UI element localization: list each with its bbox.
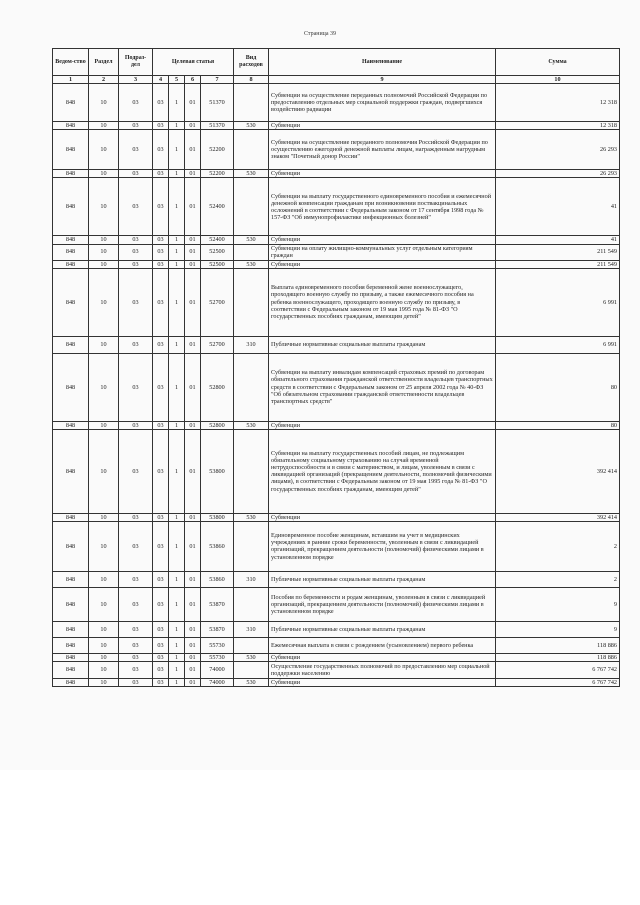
- target-code-part-cell: 01: [185, 122, 201, 130]
- razdel-cell: 10: [89, 353, 119, 421]
- target-code-part-cell: 03: [153, 170, 169, 178]
- podrazdel-cell: 03: [119, 421, 153, 429]
- name-cell: Субвенции на осуществление переданного полномочия Российской Федерации по осуществлению ежегодной денежной выплаты лицам, награжденным нагрудным знаком "Почетный донор России": [269, 130, 496, 170]
- target-code-cell: 51370: [201, 84, 234, 122]
- target-code-part-cell: 1: [169, 587, 185, 621]
- table-row: [53, 662, 620, 679]
- table-row: [53, 268, 620, 336]
- name-cell: Единовременное пособие женщинам, вставшим на учет в медицинских учреждениях в ранние сроки беременности, уволенным в связи с ликвидацией организаций, прекращением деятельности (полномочий) физическими лицами в установленном порядке: [269, 521, 496, 571]
- table-row: [53, 130, 620, 170]
- sum-cell: 2: [496, 521, 620, 571]
- col-number: 10: [496, 76, 620, 84]
- target-code-part-cell: 03: [153, 130, 169, 170]
- target-code-cell: 74000: [201, 662, 234, 679]
- header-summa: Сумма: [496, 49, 620, 76]
- name-cell: Субвенции на выплату инвалидам компенсаций страховых премий по договорам обязательного страхования гражданской ответственности владельцев транспортных средств в соответствии с Федеральным законом от 25 апреля 2002 года № 40-ФЗ "Об обязательном страховании гражданской ответственности владельцев транспортных средств": [269, 353, 496, 421]
- sum-cell: 80: [496, 353, 620, 421]
- sum-cell: 80: [496, 421, 620, 429]
- vedomstvo-cell: 848: [53, 662, 89, 679]
- table-row: [53, 621, 620, 637]
- target-code-cell: 52500: [201, 260, 234, 268]
- razdel-cell: 10: [89, 621, 119, 637]
- target-code-part-cell: 1: [169, 429, 185, 513]
- name-cell: Ежемесячная выплата в связи с рождением (усыновлением) первого ребенка: [269, 637, 496, 653]
- sum-cell: 6 767 742: [496, 679, 620, 687]
- expense-type-cell: [234, 662, 269, 679]
- col-number: 1: [53, 76, 89, 84]
- sum-cell: 41: [496, 178, 620, 236]
- sum-cell: 6 991: [496, 336, 620, 353]
- column-number-row: [53, 76, 620, 84]
- target-code-part-cell: 01: [185, 260, 201, 268]
- target-code-cell: 52700: [201, 336, 234, 353]
- vedomstvo-cell: 848: [53, 421, 89, 429]
- target-code-part-cell: 1: [169, 653, 185, 661]
- expense-type-cell: [234, 244, 269, 260]
- target-code-part-cell: 03: [153, 662, 169, 679]
- podrazdel-cell: 03: [119, 268, 153, 336]
- sum-cell: 118 886: [496, 637, 620, 653]
- name-cell: Субвенции на выплату государственного единовременного пособия и ежемесячной денежной компенсации гражданам при возникновении поствакцинальных осложнений в соответствии с Федеральным законом от 17 сентября 1998 года № 157-ФЗ "Об иммунопрофилактике инфекционных болезней": [269, 178, 496, 236]
- vedomstvo-cell: 848: [53, 679, 89, 687]
- target-code-part-cell: 01: [185, 587, 201, 621]
- sum-cell: 9: [496, 587, 620, 621]
- sum-cell: 392 414: [496, 429, 620, 513]
- col-number: 5: [169, 76, 185, 84]
- target-code-part-cell: 03: [153, 122, 169, 130]
- target-code-part-cell: 1: [169, 336, 185, 353]
- expense-type-cell: 530: [234, 122, 269, 130]
- target-code-part-cell: 01: [185, 130, 201, 170]
- name-cell: Выплата единовременного пособия беременной жене военнослужащего, проходящего военную службу по призыву, а также ежемесячного пособия на ребенка военнослужащего, проходящего военную службу по призыву, в соответствии с Федеральным законом от 19 мая 1995 года № 81-ФЗ "О государственных пособиях гражданам, имеющим детей": [269, 268, 496, 336]
- razdel-cell: 10: [89, 587, 119, 621]
- target-code-part-cell: 03: [153, 587, 169, 621]
- target-code-part-cell: 01: [185, 353, 201, 421]
- target-code-part-cell: 1: [169, 662, 185, 679]
- vedomstvo-cell: 848: [53, 130, 89, 170]
- razdel-cell: 10: [89, 653, 119, 661]
- vedomstvo-cell: 848: [53, 429, 89, 513]
- target-code-part-cell: 1: [169, 637, 185, 653]
- target-code-part-cell: 01: [185, 268, 201, 336]
- target-code-part-cell: 01: [185, 513, 201, 521]
- podrazdel-cell: 03: [119, 84, 153, 122]
- target-code-cell: 74000: [201, 679, 234, 687]
- razdel-cell: 10: [89, 244, 119, 260]
- table-row: [53, 571, 620, 587]
- sum-cell: 12 318: [496, 84, 620, 122]
- sum-cell: 26 293: [496, 130, 620, 170]
- col-number: 2: [89, 76, 119, 84]
- target-code-part-cell: 03: [153, 429, 169, 513]
- razdel-cell: 10: [89, 170, 119, 178]
- podrazdel-cell: 03: [119, 587, 153, 621]
- target-code-part-cell: 03: [153, 244, 169, 260]
- table-row: [53, 521, 620, 571]
- target-code-part-cell: 03: [153, 353, 169, 421]
- expense-type-cell: 310: [234, 621, 269, 637]
- col-number: 9: [269, 76, 496, 84]
- vedomstvo-cell: 848: [53, 122, 89, 130]
- expense-type-cell: 530: [234, 679, 269, 687]
- target-code-part-cell: 01: [185, 244, 201, 260]
- target-code-part-cell: 1: [169, 130, 185, 170]
- table-row: [53, 653, 620, 661]
- expense-type-cell: [234, 84, 269, 122]
- vedomstvo-cell: 848: [53, 513, 89, 521]
- target-code-part-cell: 03: [153, 268, 169, 336]
- target-code-cell: 52800: [201, 421, 234, 429]
- podrazdel-cell: 03: [119, 353, 153, 421]
- vedomstvo-cell: 848: [53, 236, 89, 244]
- table-row: [53, 84, 620, 122]
- header-vedomstvo: Ведом-ство: [53, 49, 89, 76]
- razdel-cell: 10: [89, 122, 119, 130]
- target-code-part-cell: 01: [185, 178, 201, 236]
- target-code-part-cell: 01: [185, 662, 201, 679]
- target-code-cell: 53860: [201, 521, 234, 571]
- name-cell: Публичные нормативные социальные выплаты гражданам: [269, 621, 496, 637]
- podrazdel-cell: 03: [119, 653, 153, 661]
- sum-cell: 26 293: [496, 170, 620, 178]
- sum-cell: 2: [496, 571, 620, 587]
- target-code-cell: 53870: [201, 587, 234, 621]
- razdel-cell: 10: [89, 421, 119, 429]
- expense-type-cell: [234, 268, 269, 336]
- razdel-cell: 10: [89, 513, 119, 521]
- target-code-cell: 52200: [201, 170, 234, 178]
- table-header-row: [53, 49, 620, 76]
- expense-type-cell: 530: [234, 260, 269, 268]
- name-cell: Субвенции на осуществление переданных полномочий Российской Федерации по предоставлению отдельных мер социальной поддержки граждан, подвергшихся воздействию радиации: [269, 84, 496, 122]
- expense-type-cell: [234, 521, 269, 571]
- target-code-part-cell: 1: [169, 621, 185, 637]
- target-code-part-cell: 03: [153, 521, 169, 571]
- target-code-part-cell: 1: [169, 244, 185, 260]
- target-code-part-cell: 01: [185, 679, 201, 687]
- target-code-part-cell: 1: [169, 513, 185, 521]
- target-code-part-cell: 1: [169, 122, 185, 130]
- expense-type-cell: [234, 429, 269, 513]
- target-code-part-cell: 1: [169, 421, 185, 429]
- target-code-part-cell: 03: [153, 621, 169, 637]
- razdel-cell: 10: [89, 521, 119, 571]
- vedomstvo-cell: 848: [53, 178, 89, 236]
- target-code-part-cell: 03: [153, 653, 169, 661]
- podrazdel-cell: 03: [119, 130, 153, 170]
- target-code-part-cell: 01: [185, 84, 201, 122]
- header-vid-raskhodov: Вид расходов: [234, 49, 269, 76]
- sum-cell: 211 549: [496, 244, 620, 260]
- podrazdel-cell: 03: [119, 260, 153, 268]
- razdel-cell: 10: [89, 679, 119, 687]
- target-code-part-cell: 03: [153, 679, 169, 687]
- razdel-cell: 10: [89, 268, 119, 336]
- target-code-part-cell: 01: [185, 521, 201, 571]
- expense-type-cell: 530: [234, 421, 269, 429]
- vedomstvo-cell: 848: [53, 521, 89, 571]
- table-row: [53, 637, 620, 653]
- col-number: 4: [153, 76, 169, 84]
- podrazdel-cell: 03: [119, 679, 153, 687]
- expense-type-cell: 310: [234, 571, 269, 587]
- vedomstvo-cell: 848: [53, 268, 89, 336]
- target-code-part-cell: 01: [185, 637, 201, 653]
- target-code-cell: 53870: [201, 621, 234, 637]
- target-code-part-cell: 03: [153, 336, 169, 353]
- name-cell: Субвенции на выплату государственных пособий лицам, не подлежащим обязательному социальному страхованию на случай временной нетрудоспособности и в связи с материнством, и лицам, уволенным в связи с ликвидацией организаций (прекращением деятельности, полномочий физическими лицами), в соответствии с Федеральным законом от 19 мая 1995 года № 81-ФЗ "О государственных пособиях гражданам, имеющим детей": [269, 429, 496, 513]
- razdel-cell: 10: [89, 236, 119, 244]
- target-code-part-cell: 03: [153, 260, 169, 268]
- target-code-part-cell: 03: [153, 178, 169, 236]
- vedomstvo-cell: 848: [53, 637, 89, 653]
- target-code-cell: 55730: [201, 653, 234, 661]
- target-code-part-cell: 01: [185, 621, 201, 637]
- expense-type-cell: 530: [234, 653, 269, 661]
- table-body: [53, 84, 620, 687]
- expense-type-cell: [234, 353, 269, 421]
- target-code-part-cell: 1: [169, 268, 185, 336]
- table-row: [53, 353, 620, 421]
- col-number: 6: [185, 76, 201, 84]
- target-code-part-cell: 1: [169, 84, 185, 122]
- sum-cell: 12 318: [496, 122, 620, 130]
- podrazdel-cell: 03: [119, 336, 153, 353]
- table-row: [53, 236, 620, 244]
- target-code-cell: 52400: [201, 178, 234, 236]
- name-cell: Осуществление государственных полномочий по предоставлению мер социальной поддержки населению: [269, 662, 496, 679]
- target-code-part-cell: 1: [169, 679, 185, 687]
- target-code-part-cell: 03: [153, 84, 169, 122]
- vedomstvo-cell: 848: [53, 170, 89, 178]
- razdel-cell: 10: [89, 662, 119, 679]
- target-code-cell: 55730: [201, 637, 234, 653]
- table-row: [53, 679, 620, 687]
- name-cell: Субвенции: [269, 236, 496, 244]
- header-razdel: Раздел: [89, 49, 119, 76]
- sum-cell: 41: [496, 236, 620, 244]
- name-cell: Публичные нормативные социальные выплаты гражданам: [269, 336, 496, 353]
- name-cell: Субвенции: [269, 513, 496, 521]
- expense-type-cell: 310: [234, 336, 269, 353]
- page-number: Страница 39: [303, 31, 337, 37]
- sum-cell: 392 414: [496, 513, 620, 521]
- vedomstvo-cell: 848: [53, 244, 89, 260]
- razdel-cell: 10: [89, 260, 119, 268]
- name-cell: Пособия по беременности и родам женщинам, уволенным в связи с ликвидацией организаций, прекращением деятельности (полномочий) физическими лицами в установленном порядке: [269, 587, 496, 621]
- target-code-part-cell: 01: [185, 170, 201, 178]
- table-row: [53, 513, 620, 521]
- budget-table: [52, 48, 620, 687]
- table-row: [53, 421, 620, 429]
- name-cell: Субвенции: [269, 260, 496, 268]
- expense-type-cell: [234, 178, 269, 236]
- name-cell: Субвенции на оплату жилищно-коммунальных услуг отдельным категориям граждан: [269, 244, 496, 260]
- table-row: [53, 429, 620, 513]
- target-code-cell: 52800: [201, 353, 234, 421]
- sum-cell: 118 886: [496, 653, 620, 661]
- target-code-cell: 53860: [201, 571, 234, 587]
- target-code-part-cell: 1: [169, 521, 185, 571]
- target-code-part-cell: 01: [185, 236, 201, 244]
- target-code-part-cell: 03: [153, 513, 169, 521]
- vedomstvo-cell: 848: [53, 336, 89, 353]
- table-row: [53, 336, 620, 353]
- target-code-part-cell: 01: [185, 571, 201, 587]
- name-cell: Субвенции: [269, 122, 496, 130]
- podrazdel-cell: 03: [119, 513, 153, 521]
- target-code-part-cell: 1: [169, 571, 185, 587]
- col-number: 8: [234, 76, 269, 84]
- header-naimenovanie: Наименование: [269, 49, 496, 76]
- table-row: [53, 170, 620, 178]
- podrazdel-cell: 03: [119, 637, 153, 653]
- podrazdel-cell: 03: [119, 521, 153, 571]
- vedomstvo-cell: 848: [53, 571, 89, 587]
- target-code-part-cell: 03: [153, 571, 169, 587]
- target-code-part-cell: 01: [185, 421, 201, 429]
- vedomstvo-cell: 848: [53, 653, 89, 661]
- podrazdel-cell: 03: [119, 178, 153, 236]
- target-code-cell: 52500: [201, 244, 234, 260]
- target-code-cell: 53800: [201, 513, 234, 521]
- target-code-part-cell: 1: [169, 170, 185, 178]
- podrazdel-cell: 03: [119, 244, 153, 260]
- razdel-cell: 10: [89, 130, 119, 170]
- target-code-part-cell: 1: [169, 260, 185, 268]
- name-cell: Публичные нормативные социальные выплаты гражданам: [269, 571, 496, 587]
- podrazdel-cell: 03: [119, 662, 153, 679]
- sum-cell: 6 767 742: [496, 662, 620, 679]
- podrazdel-cell: 03: [119, 170, 153, 178]
- target-code-part-cell: 01: [185, 336, 201, 353]
- podrazdel-cell: 03: [119, 621, 153, 637]
- sum-cell: 211 549: [496, 260, 620, 268]
- col-number: 7: [201, 76, 234, 84]
- razdel-cell: 10: [89, 84, 119, 122]
- expense-type-cell: 530: [234, 170, 269, 178]
- expense-type-cell: [234, 130, 269, 170]
- target-code-part-cell: 1: [169, 236, 185, 244]
- razdel-cell: 10: [89, 637, 119, 653]
- sum-cell: 9: [496, 621, 620, 637]
- target-code-cell: 52700: [201, 268, 234, 336]
- table-row: [53, 178, 620, 236]
- name-cell: Субвенции: [269, 653, 496, 661]
- target-code-part-cell: 1: [169, 178, 185, 236]
- header-podrazdel: Подраз-дел: [119, 49, 153, 76]
- header-celevaya-statya: Целевая статья: [153, 49, 234, 76]
- table-row: [53, 587, 620, 621]
- target-code-cell: 52400: [201, 236, 234, 244]
- vedomstvo-cell: 848: [53, 587, 89, 621]
- name-cell: Субвенции: [269, 170, 496, 178]
- target-code-part-cell: 01: [185, 653, 201, 661]
- expense-type-cell: 530: [234, 513, 269, 521]
- expense-type-cell: 530: [234, 236, 269, 244]
- vedomstvo-cell: 848: [53, 353, 89, 421]
- razdel-cell: 10: [89, 336, 119, 353]
- target-code-part-cell: 03: [153, 421, 169, 429]
- target-code-part-cell: 03: [153, 236, 169, 244]
- vedomstvo-cell: 848: [53, 84, 89, 122]
- target-code-part-cell: 01: [185, 429, 201, 513]
- razdel-cell: 10: [89, 429, 119, 513]
- target-code-cell: 52200: [201, 130, 234, 170]
- table-row: [53, 260, 620, 268]
- sum-cell: 6 991: [496, 268, 620, 336]
- podrazdel-cell: 03: [119, 122, 153, 130]
- col-number: 3: [119, 76, 153, 84]
- podrazdel-cell: 03: [119, 571, 153, 587]
- vedomstvo-cell: 848: [53, 621, 89, 637]
- target-code-part-cell: 1: [169, 353, 185, 421]
- table-row: [53, 244, 620, 260]
- razdel-cell: 10: [89, 178, 119, 236]
- target-code-cell: 51370: [201, 122, 234, 130]
- vedomstvo-cell: 848: [53, 260, 89, 268]
- target-code-part-cell: 03: [153, 637, 169, 653]
- table-row: [53, 122, 620, 130]
- podrazdel-cell: 03: [119, 429, 153, 513]
- podrazdel-cell: 03: [119, 236, 153, 244]
- name-cell: Субвенции: [269, 679, 496, 687]
- name-cell: Субвенции: [269, 421, 496, 429]
- expense-type-cell: [234, 587, 269, 621]
- expense-type-cell: [234, 637, 269, 653]
- razdel-cell: 10: [89, 571, 119, 587]
- target-code-cell: 53800: [201, 429, 234, 513]
